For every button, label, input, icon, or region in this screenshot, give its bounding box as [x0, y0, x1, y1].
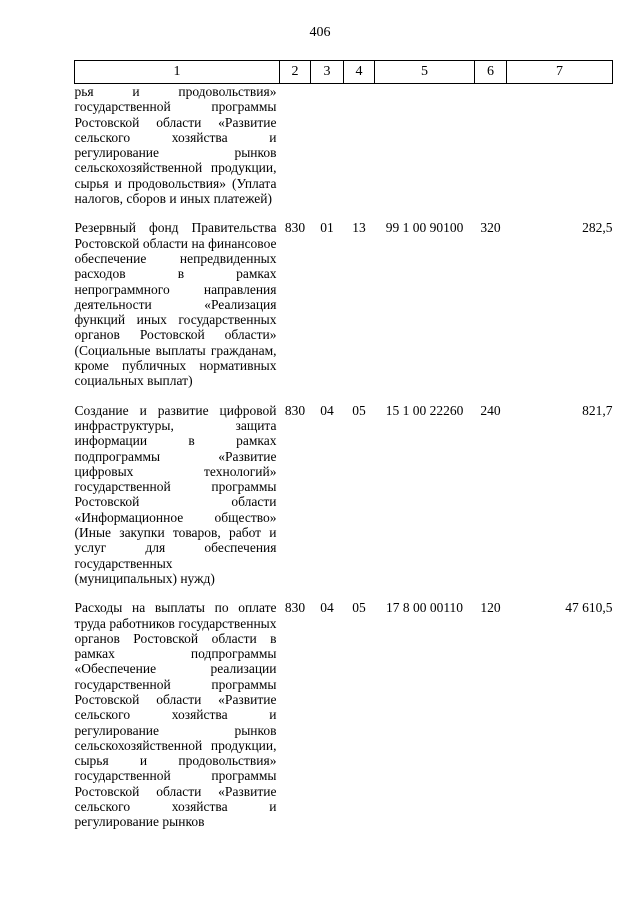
cell-ministry-code — [280, 84, 311, 221]
row-description: рья и продовольствия» государственной программы Ростовской области «Развитие сельского хозяйства и регулирование рынков сельскохозяйственной продукции, сырья и продовольствия» (Уплата налогов, сборов и иных платежей) — [74, 84, 277, 207]
cell-subsection: 13 — [352, 220, 366, 236]
cell-subsection: 05 — [352, 402, 366, 418]
cell-expense-type — [475, 84, 507, 221]
cell-amount: 282,5 — [582, 220, 613, 236]
cell-expense-type: 320 — [480, 220, 501, 236]
cell-section: 01 — [320, 220, 334, 236]
table-row — [75, 220, 613, 402]
column-header: 4 — [344, 61, 375, 84]
cell-expense-type: 240 — [480, 402, 501, 418]
column-header: 3 — [311, 61, 344, 84]
cell-subsection — [344, 84, 375, 221]
row-description: Резервный фонд Правительства Ростовской области на финансовое обеспечение непредвиденных расходов в рамках непрограммного направления деятельности «Реализация функций иных государственных органов Ростовской области» (Социальные выплаты гражданам, кроме публичных нормативных социальных выплат) — [74, 220, 277, 389]
page-number: 406 — [309, 25, 331, 40]
column-header-row — [75, 61, 613, 84]
column-header: 7 — [507, 61, 613, 84]
cell-target-article: 17 8 00 00110 — [385, 600, 464, 616]
cell-amount: 47 610,5 — [565, 600, 613, 616]
cell-ministry-code: 830 — [284, 220, 306, 236]
row-description: Создание и развитие цифровой инфраструктуры, защита информации в рамках подпрограммы «Развитие цифровых технологий» государственной программы Ростовской области «Информационное общество» (Иные закупки товаров, работ и услуг для обеспечения государственных (муниципальных) нужд) — [74, 402, 277, 586]
cell-target-article — [375, 84, 475, 221]
cell-target-article: 15 1 00 22260 — [385, 402, 464, 418]
cell-subsection: 05 — [352, 600, 366, 616]
cell-section: 04 — [320, 600, 334, 616]
cell-amount: 821,7 — [582, 402, 613, 418]
row-description: Расходы на выплаты по оплате труда работников государственных органов Ростовской области в рамках подпрограммы «Обеспечение реализации государственной программы Ростовской области «Развитие сельского хозяйства и регулирование рынков сельскохозяйственной продукции, сырья и продовольствия» государственной программы Ростовской области «Развитие сельского хозяйства и регулирование рынков — [74, 600, 277, 830]
column-header: 6 — [475, 61, 507, 84]
column-header: 5 — [375, 61, 475, 84]
cell-target-article: 99 1 00 90100 — [385, 220, 464, 236]
cell-expense-type: 120 — [480, 600, 501, 616]
cell-ministry-code: 830 — [284, 600, 306, 616]
column-header: 1 — [75, 61, 280, 84]
cell-amount — [507, 84, 613, 221]
table-row — [75, 600, 613, 829]
budget-table — [74, 60, 613, 830]
table-row — [75, 84, 613, 221]
table-row — [75, 403, 613, 601]
cell-ministry-code: 830 — [284, 402, 306, 418]
cell-section — [311, 84, 344, 221]
column-header: 2 — [280, 61, 311, 84]
cell-section: 04 — [320, 402, 334, 418]
